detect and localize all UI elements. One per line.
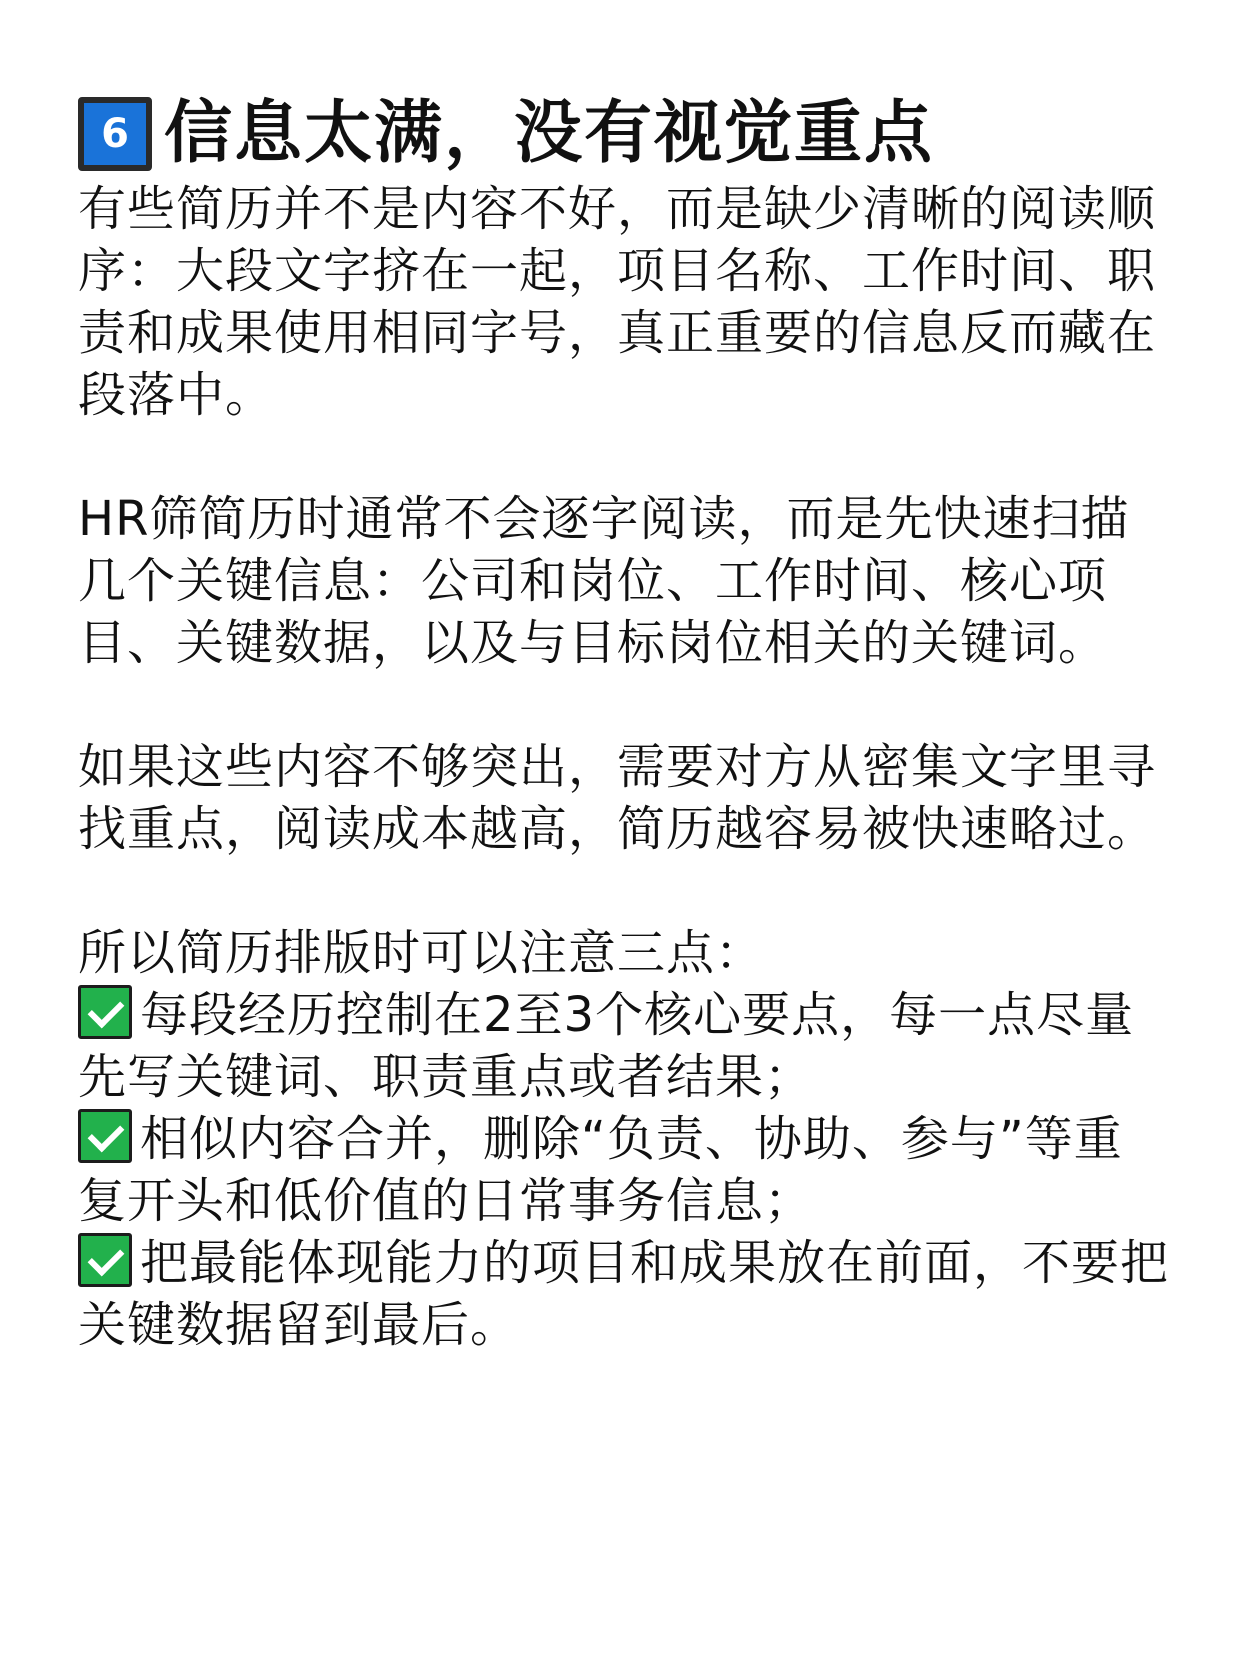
check-mark-icon (78, 1233, 132, 1287)
paragraph-3: 如果这些内容不够突出，需要对方从密集文字里寻找重点，阅读成本越高，简历越容易被快速略过。 (78, 739, 1157, 857)
number-badge (78, 97, 152, 171)
check-mark-icon (78, 985, 132, 1039)
paragraph-gap (78, 860, 1170, 922)
tip-item-text: 每段经历控制在2至3个核心要点，每一点尽量先写关键词、职责重点或者结果； (78, 987, 1135, 1105)
paragraph-gap (78, 426, 1170, 488)
check-mark-icon (78, 1109, 132, 1163)
title-row (78, 90, 1170, 178)
number-badge-text: 6 (101, 111, 129, 157)
paragraph-2: HR筛简历时通常不会逐字阅读，而是先快速扫描几个关键信息：公司和岗位、工作时间、核心项目、关键数据，以及与目标岗位相关的关键词。 (78, 491, 1130, 671)
tips-intro: 所以简历排版时可以注意三点： (78, 925, 765, 981)
tip-item-text: 把最能体现能力的项目和成果放在前面，不要把关键数据留到最后。 (78, 1235, 1170, 1353)
tip-item-text: 相似内容合并，删除“负责、协助、参与”等重复开头和低价值的日常事务信息； (78, 1111, 1123, 1229)
paragraph-gap (78, 674, 1170, 736)
paragraph-1: 有些简历并不是内容不好，而是缺少清晰的阅读顺序：大段文字挤在一起，项目名称、工作时间、职责和成果使用相同字号，真正重要的信息反而藏在段落中。 (78, 181, 1157, 423)
tip-item-3 (78, 1232, 1170, 1356)
page-title: 信息太满，没有视觉重点 (164, 94, 935, 173)
tip-item-1 (78, 984, 1170, 1108)
tip-item-2 (78, 1108, 1170, 1232)
